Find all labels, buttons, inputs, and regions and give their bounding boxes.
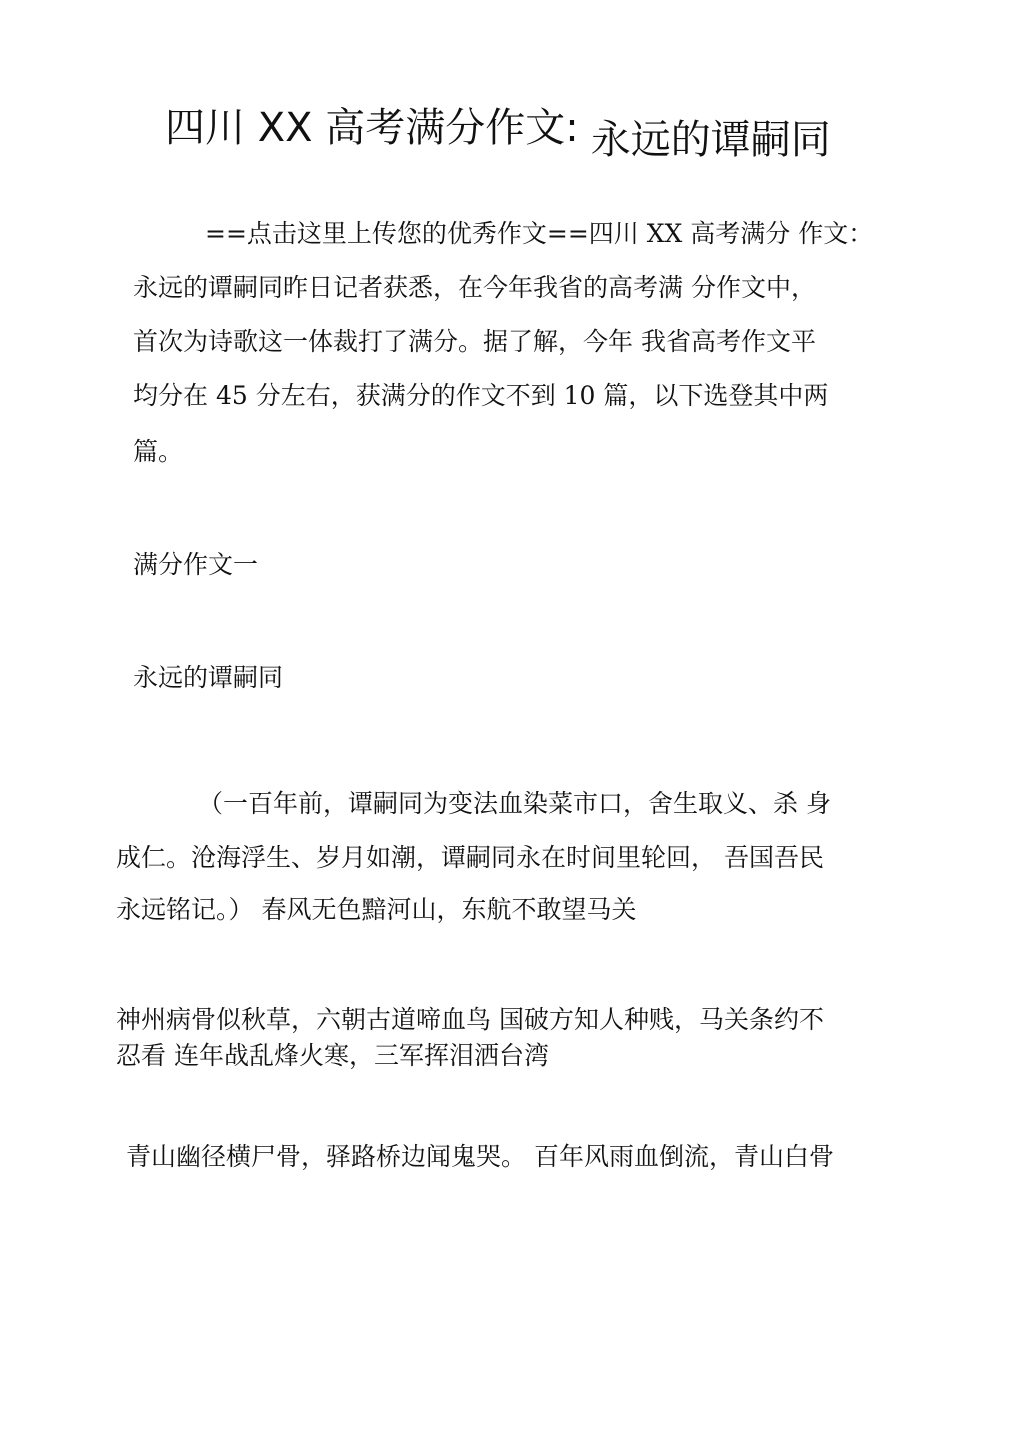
poem-line-2: 忍看 连年战乱烽火寒，三军挥泪洒台湾: [116, 1041, 549, 1070]
essay-title: 永远的谭嗣同: [133, 663, 284, 692]
intro-line-1: ==点击这里上传您的优秀作文==四川 XX 高考满分 作文：: [205, 219, 874, 248]
intro-line-3: 首次为诗歌这一体裁打了满分。据了解，今年 我省高考作文平: [133, 327, 816, 356]
poem-line-1: 神州病骨似秋草，六朝古道啼血鸟 国破方知人种贱，马关条约不: [116, 1005, 824, 1034]
essay-label: 满分作文一: [133, 550, 259, 579]
intro-line-5: 篇。: [133, 437, 184, 466]
preface-line-1: （一百年前，谭嗣同为变法血染菜市口，舍生取义、杀 身: [198, 789, 831, 818]
poem-line-3: 青山幽径横尸骨，驿路桥边闻鬼哭。 百年风雨血倒流，青山白骨: [126, 1142, 834, 1171]
document-title: [165, 96, 831, 163]
intro-line-4: 均分在 45 分左右，获满分的作文不到 10 篇，以下选登其中两: [133, 381, 829, 410]
title-main: 四川 XX 高考满分作文:: [165, 105, 579, 151]
preface-line-2: 成仁。沧海浮生、岁月如潮，谭嗣同永在时间里轮回， 吾国吾民: [116, 843, 824, 872]
title-subject: 永远的谭嗣同: [590, 117, 831, 163]
preface-line-3: 永远铭记。） 春风无色黯河山，东航不敢望马关: [116, 895, 637, 924]
intro-line-2: 永远的谭嗣同昨日记者获悉，在今年我省的高考满 分作文中，: [133, 273, 816, 302]
